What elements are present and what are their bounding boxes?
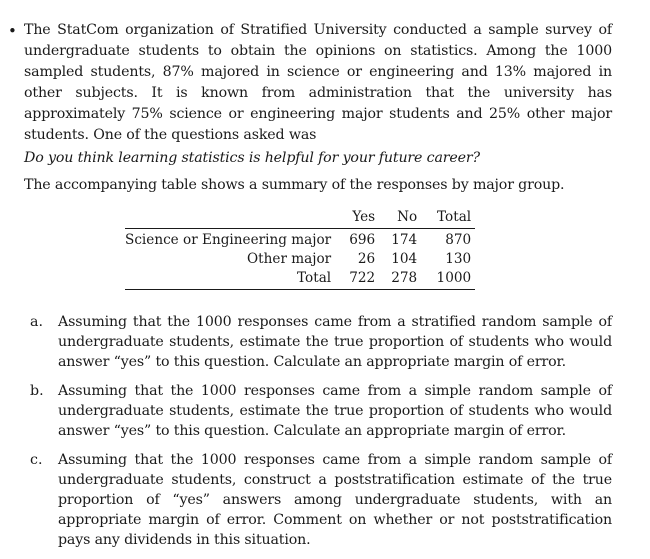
table-intro: The accompanying table shows a summary of the responses by major group. — [24, 177, 565, 193]
cell-no: 104 — [391, 251, 418, 267]
part-label: a. — [30, 314, 43, 330]
row-label: Total — [125, 269, 345, 290]
problem-block — [8, 20, 612, 146]
summary-table-wrapper — [125, 208, 475, 290]
part-text: Assuming that the 1000 responses came from a simple random sample of undergraduate students, estimate the true proportion of students who would answer “yes” to this question. Calculate an appropriate margin of error. — [58, 383, 612, 439]
cell-no: 174 — [391, 232, 418, 248]
part-text: Assuming that the 1000 responses came from a stratified random sample of undergraduate students, estimate the true proportion of students who would answer “yes” to this question. Calculate an appropriate margin of error. — [58, 314, 612, 370]
part-label: c. — [30, 452, 43, 468]
cell-no: 278 — [389, 269, 431, 290]
summary-table — [125, 208, 475, 290]
cell-total: 1000 — [431, 269, 475, 290]
cell-yes: 696 — [349, 232, 376, 248]
column-header-no: No — [389, 208, 431, 229]
row-label: Other major — [247, 251, 332, 267]
part-text: Assuming that the 1000 responses came from a simple random sample of undergraduate students, construct a poststratification estimate of the true proportion of “yes” answers among undergraduate students, with an appropriate margin of error. Comment on whether or not poststratification pays any dividends in this situation. — [58, 452, 612, 548]
cell-total: 870 — [445, 232, 472, 248]
cell-total: 130 — [445, 251, 472, 267]
table-row — [125, 229, 475, 251]
problem-paragraph: The StatCom organization of Stratified University conducted a sample survey of undergraduate students to obtain the opinions on statistics. Among the 1000 sampled students, 87% majored in science or engineering and 13% majored in other subjects. It is known from administration that the university has approximately 75% science or engineering major students and 25% other major students. One of the questions asked was — [24, 22, 612, 143]
table-row — [125, 250, 475, 269]
column-header-yes: Yes — [345, 208, 389, 229]
row-label: Science or Engineering major — [125, 232, 332, 248]
part-c — [30, 450, 612, 550]
table-corner — [125, 208, 345, 229]
part-label: b. — [30, 383, 44, 399]
table-row — [125, 269, 475, 290]
question-parts — [30, 312, 612, 559]
bullet-marker: • — [8, 22, 17, 40]
cell-yes: 26 — [357, 251, 376, 267]
part-a — [30, 312, 612, 372]
table-header-row — [125, 208, 475, 229]
column-header-total: Total — [431, 208, 475, 229]
cell-yes: 722 — [345, 269, 389, 290]
part-b — [30, 381, 612, 441]
survey-question: Do you think learning statistics is helpful for your future career? — [24, 150, 480, 166]
